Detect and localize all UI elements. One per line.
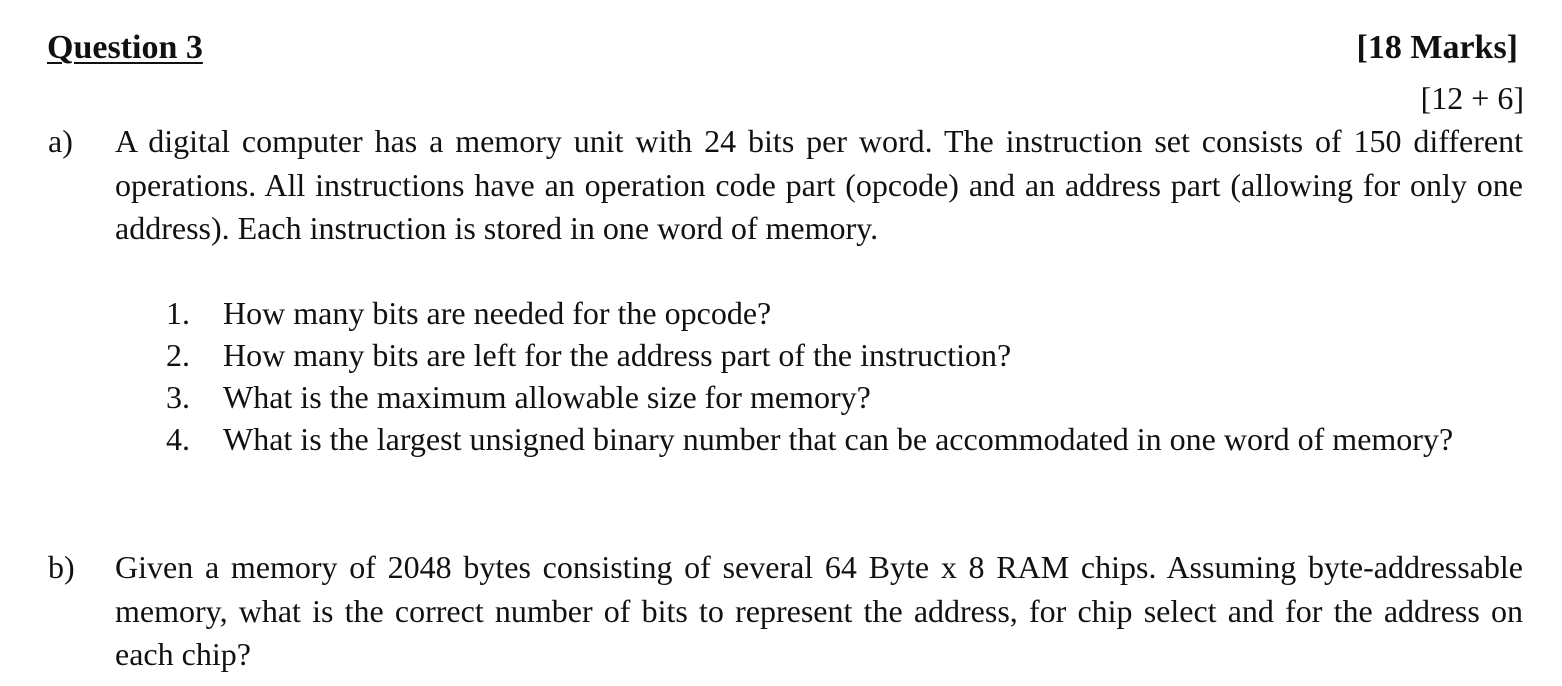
- subquestion-text: How many bits are left for the address part of the instruction?: [223, 337, 1012, 373]
- question-title: Question 3: [47, 29, 203, 66]
- marks-breakdown: [12 + 6]: [1420, 80, 1524, 116]
- subquestion-number: 4.: [166, 421, 190, 457]
- subquestion-text: How many bits are needed for the opcode?: [223, 295, 772, 331]
- subquestion-number: 2.: [166, 337, 190, 373]
- part-a-subquestions: [166, 292, 1524, 460]
- subquestion-4: [166, 418, 1524, 460]
- subquestion-text: What is the maximum allowable size for memory?: [223, 379, 871, 415]
- subquestion-number: 1.: [166, 295, 190, 331]
- total-marks: [18 Marks]: [1356, 29, 1518, 66]
- part-b-text: Given a memory of 2048 bytes consisting of several 64 Byte x 8 RAM chips. Assuming byte-addressable memory, what is the correct number of bits to represent the address, for chip select and for the address on each chip?: [115, 549, 1523, 672]
- part-a-label: a): [48, 123, 73, 159]
- part-b-label: b): [48, 549, 75, 585]
- subquestion-2: [166, 334, 1524, 376]
- part-a-text: A digital computer has a memory unit with 24 bits per word. The instruction set consists of 150 different operations. All instructions have an operation code part (opcode) and an address part (allowing for only one address). Each instruction is stored in one word of memory.: [115, 123, 1523, 246]
- subquestion-1: [166, 292, 1524, 334]
- subquestion-3: [166, 376, 1524, 418]
- subquestion-number: 3.: [166, 379, 190, 415]
- subquestion-text: What is the largest unsigned binary number that can be accommodated in one word of memory?: [223, 421, 1454, 457]
